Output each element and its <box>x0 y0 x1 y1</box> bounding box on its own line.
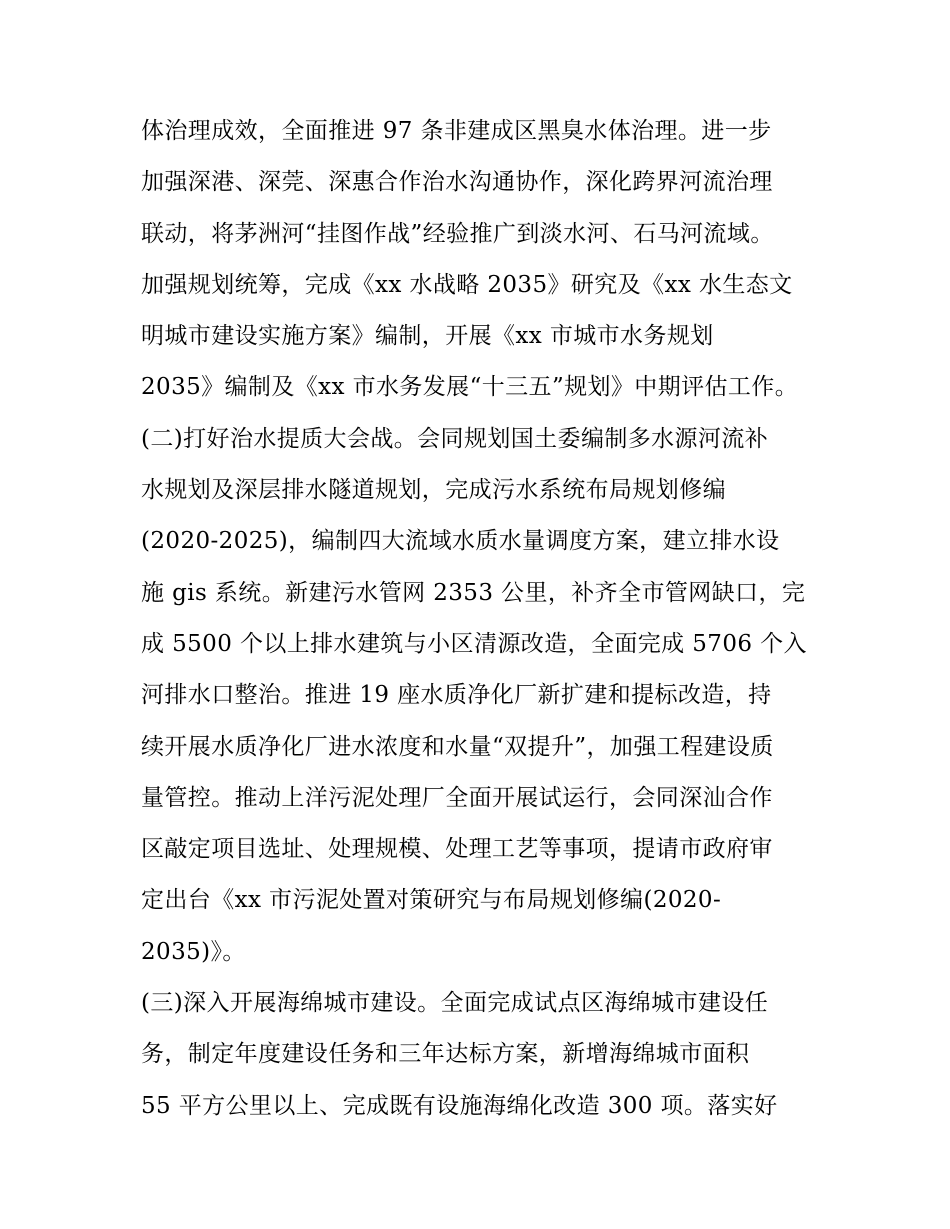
text-line: (二)打好治水提质大会战。会同规划国土委编制多水源河流补 <box>141 425 769 452</box>
text-line: 体治理成效，全面推进 97 条非建成区黑臭水体治理。进一步 <box>141 118 772 144</box>
text-line: 55 平方公里以上、完成既有设施海绵化改造 300 项。落实好 <box>141 1092 778 1119</box>
text-line: 水规划及深层排水隧道规划，完成污水系统布局规划修编 <box>141 477 726 504</box>
text-line: 区敲定项目选址、处理规模、处理工艺等事项，提请市政府审 <box>141 836 773 863</box>
text-line: 2035)》。 <box>141 938 246 965</box>
text-line: 联动，将茅洲河“挂图作战”经验推广到淡水河、石马河流域。 <box>141 220 774 247</box>
text-line: 2035》编制及《xx 市水务发展“十三五”规划》中期评估工作。 <box>141 374 799 401</box>
document-body <box>141 106 831 1132</box>
text-line: 明城市建设实施方案》编制，开展《xx 市城市水务规划 <box>141 323 714 350</box>
text-line: 务，制定年度建设任务和三年达标方案，新增海绵城市面积 <box>141 1041 750 1068</box>
text-line: 量管控。推动上洋污泥处理厂全面开展试运行，会同深汕合作 <box>141 784 773 811</box>
text-line: 成 5500 个以上排水建筑与小区清源改造，全面完成 5706 个入 <box>141 630 807 657</box>
text-line: (2020-2025)，编制四大流域水质水量调度方案，建立排水设 <box>141 528 780 555</box>
text-line: 施 gis 系统。新建污水管网 2353 公里，补齐全市管网缺口，完 <box>141 579 806 606</box>
text-line: 定出台《xx 市污泥处置对策研究与布局规划修编(2020- <box>141 887 722 914</box>
text-line: 续开展水质净化厂进水浓度和水量“双提升”，加强工程建设质 <box>141 733 774 760</box>
text-line: (三)深入开展海绵城市建设。全面完成试点区海绵城市建设任 <box>141 990 769 1017</box>
text-line: 河排水口整治。推进 19 座水质净化厂新扩建和提标改造，持 <box>141 682 772 709</box>
text-line: 加强规划统筹，完成《xx 水战略 2035》研究及《xx 水生态文 <box>141 271 793 298</box>
text-line: 加强深港、深莞、深惠合作治水沟通协作，深化跨界河流治理 <box>141 169 773 196</box>
